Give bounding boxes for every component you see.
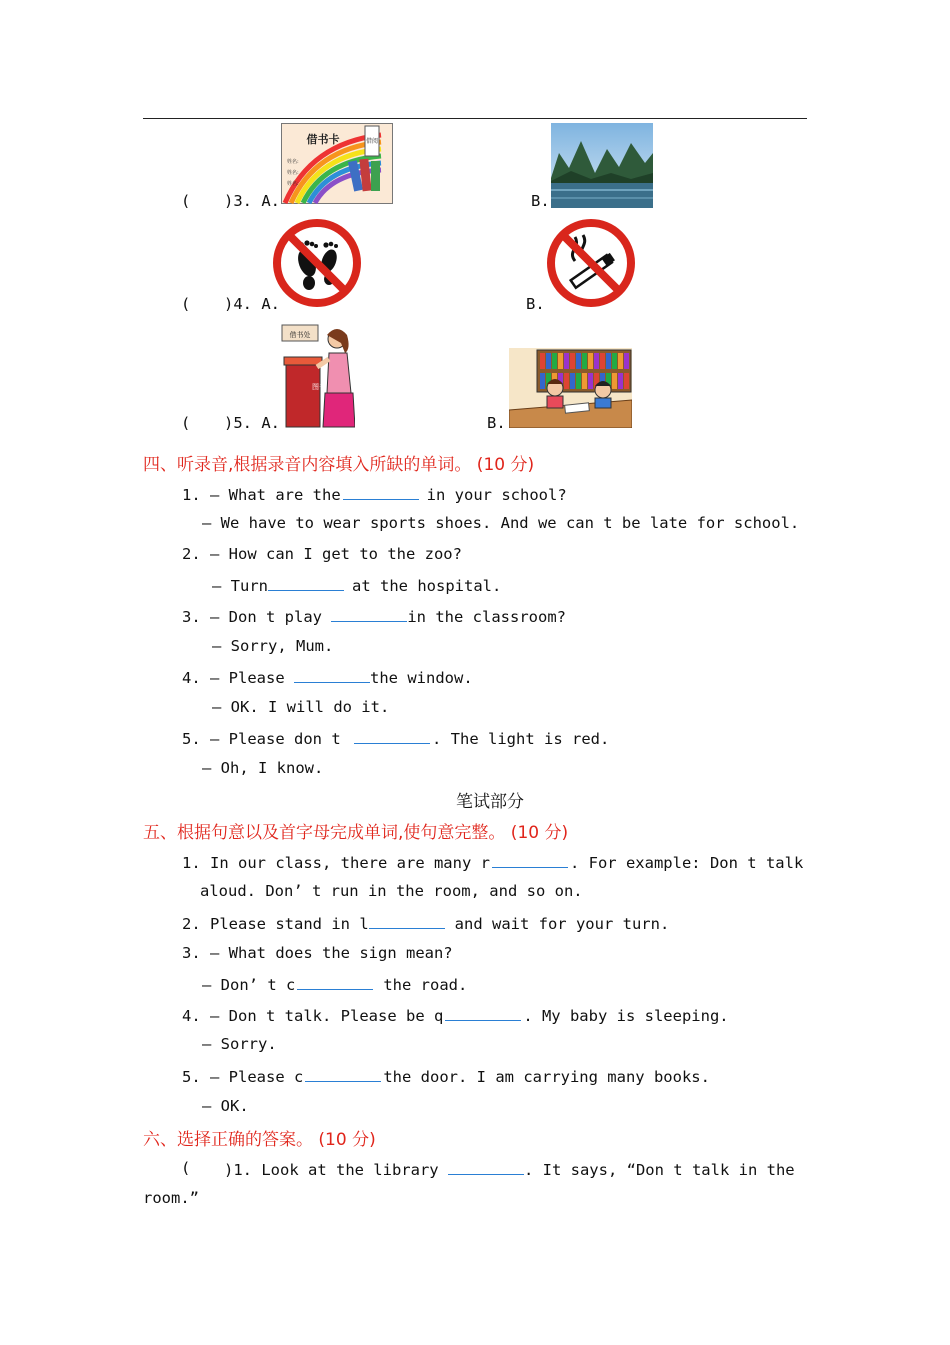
blank-input[interactable]: [305, 1066, 381, 1082]
card-side-label: 借阅: [365, 138, 379, 145]
no-smoking-sign-icon: [545, 217, 637, 309]
desk-label-text: 图书: [312, 383, 326, 391]
s6-q1-cont: room.”: [143, 1189, 199, 1207]
library-reading-children-image: [509, 348, 632, 428]
question-label-3: )3. A.: [224, 192, 281, 210]
card-field-1: 姓名:: [287, 159, 299, 165]
section-5-title: 五、根据句意以及首字母完成单词,使句意完整。 (10 分): [143, 823, 569, 843]
blank-input[interactable]: [445, 1005, 521, 1021]
library-card-image: [281, 123, 393, 204]
card-title: 借书卡: [306, 133, 340, 146]
answer-paren-open-3: (: [181, 192, 191, 210]
blank-input[interactable]: [369, 913, 445, 929]
s5-q3: 3. — What does the sign mean?: [182, 944, 453, 962]
s5-q5: 5. — Please c the door. I am carrying many books.: [182, 1068, 710, 1086]
written-part-heading: 笔试部分: [456, 792, 524, 812]
s5-q1-cont: aloud. Don’ t run in the room, and so on.: [200, 882, 583, 900]
blank-input[interactable]: [354, 728, 430, 744]
desk-sign-text: 借书处: [289, 331, 311, 339]
option-b-3: B.: [531, 192, 550, 210]
s5-q2: 2. Please stand in l and wait for your turn.: [182, 915, 670, 933]
s4-a4: — OK. I will do it.: [212, 698, 390, 716]
s5-a4: — Sorry.: [202, 1035, 277, 1053]
option-b-5: B.: [487, 414, 506, 432]
s4-a1: — We have to wear sports shoes. And we can t be late for school.: [202, 514, 800, 532]
s6-q1: )1. Look at the library . It says, “Don t talk in the: [224, 1161, 795, 1179]
s5-q1: 1. In our class, there are many r . For example: Don t talk: [182, 854, 804, 872]
blank-input[interactable]: [268, 575, 344, 591]
card-field-3: 姓名:: [287, 181, 299, 187]
blank-input[interactable]: [331, 606, 407, 622]
s4-q5: 5. — Please don t . The light is red.: [182, 730, 610, 748]
s4-q1: 1. — What are the in your school?: [182, 486, 567, 504]
question-label-5: )5. A.: [224, 414, 281, 432]
river-landscape-image: [551, 123, 653, 208]
s6-paren-open: (: [181, 1159, 191, 1177]
s4-q2: 2. — How can I get to the zoo?: [182, 545, 462, 563]
blank-input[interactable]: [492, 852, 568, 868]
top-rule: [143, 118, 807, 119]
s5-q4: 4. — Don t talk. Please be q . My baby is sleeping.: [182, 1007, 729, 1025]
s5-a3: — Don’ t c the road.: [202, 976, 468, 994]
blank-input[interactable]: [297, 974, 373, 990]
s4-a5: — Oh, I know.: [202, 759, 324, 777]
blank-input[interactable]: [448, 1159, 524, 1175]
no-walking-sign-icon: [271, 217, 363, 309]
card-field-2: 姓名:: [287, 170, 299, 176]
blank-input[interactable]: [294, 667, 370, 683]
section-4-title: 四、听录音,根据录音内容填入所缺的单词。 (10 分): [143, 455, 535, 475]
s4-q4: 4. — Please the window.: [182, 669, 473, 687]
blank-input[interactable]: [343, 484, 419, 500]
option-b-4: B.: [526, 295, 545, 313]
s4-a2: — Turn at the hospital.: [212, 577, 502, 595]
answer-paren-open-5: (: [181, 414, 191, 432]
question-label-4: )4. A.: [224, 295, 281, 313]
s4-a3: — Sorry, Mum.: [212, 637, 334, 655]
library-desk-woman-image: [281, 323, 355, 429]
s5-a5: — OK.: [202, 1097, 249, 1115]
s4-q3: 3. — Don t play in the classroom?: [182, 608, 566, 626]
section-6-title: 六、选择正确的答案。 (10 分): [143, 1130, 376, 1150]
answer-paren-open-4: (: [181, 295, 191, 313]
